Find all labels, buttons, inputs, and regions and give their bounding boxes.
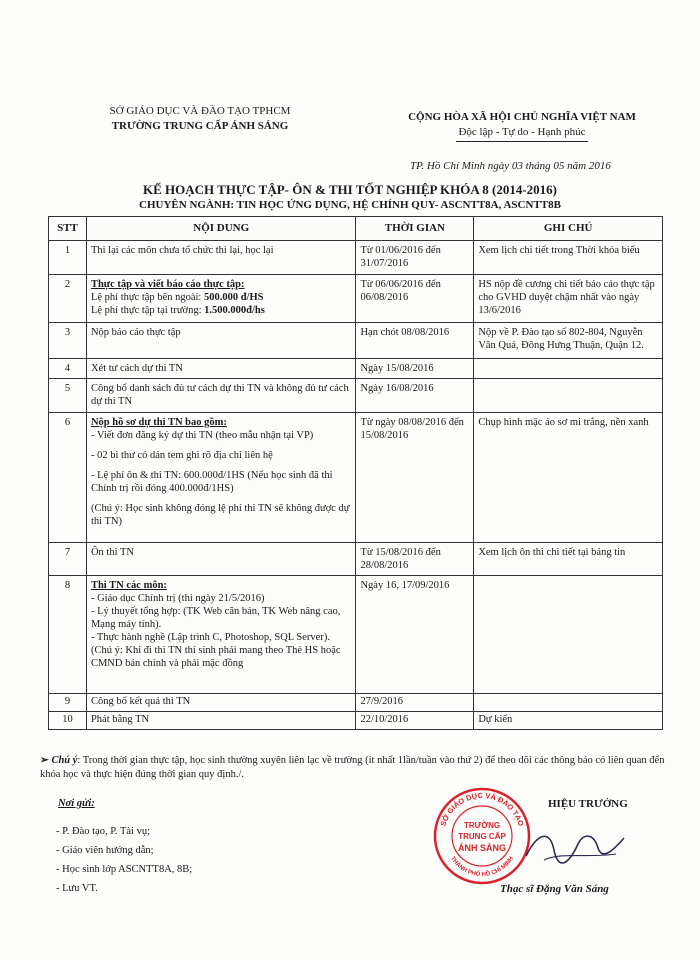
- table-row: [49, 275, 663, 323]
- row-content-line: - Lý thuyết tổng hợp: (TK Web căn bản, TK Web nâng cao, Mạng máy tính).: [90, 606, 341, 630]
- issuer-school: TRƯỜNG TRUNG CẤP ÁNH SÁNG: [111, 120, 289, 132]
- row-content: Công bố danh sách đủ tư cách dự thi TN và không đủ tư cách dự thi TN: [86, 379, 356, 413]
- attention-text: : Trong thời gian thực tập, học sinh thường xuyên liên lạc về trường (ít nhất 1lần/tuần vào thứ 2) để theo dõi các thông báo có liên quan đến khóa học và thực hiện đúng thời gian quy định./.: [40, 755, 665, 780]
- stamp-bottom-text: THÀNH PHỐ HỒ CHÍ MINH: [449, 855, 515, 879]
- row-content-line: Lệ phí thực tập tại trường: 1.500.000đ/hs: [90, 305, 265, 316]
- row-content: [86, 275, 356, 323]
- recipient-item: - Lưu VT.: [56, 883, 98, 894]
- school-seal-stamp: [432, 786, 532, 886]
- row-note: HS nộp đề cương chi tiết báo cáo thực tập cho GVHD duyệt chậm nhất vào ngày 13/6/2016: [474, 275, 663, 323]
- stamp-center-line: TRƯỜNG: [463, 821, 501, 830]
- row-note: [474, 379, 663, 413]
- row-content-title: Thực tập và viết báo cáo thực tập:: [90, 279, 245, 290]
- national-header: [392, 110, 652, 142]
- row-stt: 6: [49, 413, 87, 543]
- table-header-row: [49, 217, 663, 241]
- row-content-line: - Viết đơn đăng ký dự thi TN (theo mẫu nhận tại VP): [90, 430, 314, 441]
- row-note: Xem lịch ôn thi chi tiết tại bảng tin: [474, 543, 663, 576]
- row-note: Dự kiến: [474, 712, 663, 730]
- row-content: [86, 576, 356, 694]
- row-time: Từ ngày 08/08/2016 đến 15/08/2016: [356, 413, 474, 543]
- svg-text:THÀNH PHỐ HỒ CHÍ MINH: [449, 856, 515, 878]
- row-stt: 1: [49, 241, 87, 275]
- handwritten-signature: [520, 822, 630, 872]
- table-row: [49, 543, 663, 576]
- row-note: [474, 694, 663, 712]
- issuer-department: SỞ GIÁO DỤC VÀ ĐÀO TẠO TPHCM: [109, 105, 291, 117]
- row-content: Nộp báo cáo thực tập: [86, 323, 356, 359]
- row-content: Công bố kết quả thi TN: [86, 694, 356, 712]
- row-content-line: - Lệ phí ôn & thi TN: 600.000đ/1HS (Nếu học sinh đã thi Chính trị rồi đóng 400.000đ/1HS): [90, 470, 333, 494]
- stamp-center-line: ÁNH SÁNG: [457, 843, 507, 853]
- row-stt: 3: [49, 323, 87, 359]
- row-stt: 5: [49, 379, 87, 413]
- table-row: [49, 359, 663, 379]
- row-content: Ôn thi TN: [86, 543, 356, 576]
- table-row: [49, 413, 663, 543]
- document-date: TP. Hồ Chí Minh ngày 03 tháng 05 năm 2016: [410, 160, 611, 172]
- row-stt: 9: [49, 694, 87, 712]
- header-note: GHI CHÚ: [474, 217, 663, 241]
- recipient-item: - Học sinh lớp ASCNTT8A, 8B;: [56, 864, 193, 875]
- row-stt: 4: [49, 359, 87, 379]
- issuer-header: [90, 104, 310, 134]
- row-stt: 8: [49, 576, 87, 694]
- national-title: CỘNG HÒA XÃ HỘI CHỦ NGHĨA VIỆT NAM: [408, 111, 636, 123]
- row-content-line: (Chú ý: Khi đi thi TN thí sinh phải mang theo Thẻ HS hoặc CMND bản chính và phải mặc đồng: [90, 645, 341, 669]
- stamp-center-line: TRUNG CẤP: [458, 832, 506, 841]
- document-subtitle: CHUYÊN NGÀNH: TIN HỌC ỨNG DỤNG, HỆ CHÍNH QUY- ASCNTT8A, ASCNTT8B: [139, 199, 561, 211]
- table-row: [49, 712, 663, 730]
- recipient-item: - P. Đào tạo, P. Tài vụ;: [56, 826, 151, 837]
- row-content: Phát bằng TN: [86, 712, 356, 730]
- row-stt: 7: [49, 543, 87, 576]
- row-time: 27/9/2016: [356, 694, 474, 712]
- row-time: Ngày 15/08/2016: [356, 359, 474, 379]
- row-stt: 10: [49, 712, 87, 730]
- row-content: [86, 413, 356, 543]
- row-content-title: Nộp hồ sơ dự thi TN bao gồm:: [90, 417, 227, 428]
- header-content: NỘI DUNG: [86, 217, 356, 241]
- row-time: Ngày 16/08/2016: [356, 379, 474, 413]
- row-time: Từ 06/06/2016 đến 06/08/2016: [356, 275, 474, 323]
- row-note: Xem lịch chi tiết trong Thời khóa biểu: [474, 241, 663, 275]
- row-time: 22/10/2016: [356, 712, 474, 730]
- row-content-title: Thi TN các môn:: [90, 580, 167, 591]
- header-time: THỜI GIAN: [356, 217, 474, 241]
- row-time: Từ 01/06/2016 đến 31/07/2016: [356, 241, 474, 275]
- national-motto: Độc lập - Tự do - Hạnh phúc: [456, 125, 587, 142]
- row-content: Xét tư cách dự thi TN: [86, 359, 356, 379]
- table-row: [49, 576, 663, 694]
- signature-title: HIỆU TRƯỞNG: [548, 798, 628, 810]
- table-row: [49, 241, 663, 275]
- table-row: [49, 379, 663, 413]
- header-stt: STT: [49, 217, 87, 241]
- row-content-line: (Chú ý: Học sinh không đóng lệ phí thi TN sẽ không được dự thi TN): [90, 503, 350, 527]
- row-time: Hạn chót 08/08/2016: [356, 323, 474, 359]
- signer-name: Thạc sĩ Đặng Văn Sáng: [500, 883, 609, 895]
- row-content: Thi lại các môn chưa tổ chức thi lại, học lại: [86, 241, 356, 275]
- attention-note: ➢ Chú ý: Trong thời gian thực tập, học sinh thường xuyên liên lạc về trường (ít nhất 1lần/tuần vào thứ 2) để theo dõi các thông báo có liên quan đến khóa học và thực hiện đúng thời gian quy định./.: [40, 755, 665, 780]
- recipients-title: Nơi gửi:: [58, 798, 95, 809]
- row-content-line: - Giáo dục Chính trị (thi ngày 21/5/2016): [90, 593, 265, 604]
- recipient-item: - Giáo viên hướng dẫn;: [56, 845, 154, 856]
- row-note: Nộp về P. Đào tạo số 802-804, Nguyễn Văn Quá, Đông Hưng Thuận, Quận 12.: [474, 323, 663, 359]
- row-note: Chụp hình mặc áo sơ mi trắng, nền xanh: [474, 413, 663, 543]
- row-content-line: - 02 bì thư có dán tem ghi rõ địa chỉ liên hệ: [90, 450, 273, 461]
- row-time: Ngày 16, 17/09/2016: [356, 576, 474, 694]
- recipients-list: [56, 822, 192, 898]
- attention-label: Chú ý: [51, 755, 78, 766]
- table-row: [49, 323, 663, 359]
- stamp-top-text: SỞ GIÁO DỤC VÀ ĐÀO TẠO: [438, 790, 526, 828]
- document-title: KẾ HOẠCH THỰC TẬP- ÔN & THI TỐT NGHIỆP KHÓA 8 (2014-2016): [142, 182, 557, 197]
- row-content-line: - Thực hành nghề (Lập trình C, Photoshop, SQL Server).: [90, 632, 330, 643]
- row-note: [474, 359, 663, 379]
- plan-table: [48, 216, 663, 730]
- row-note: [474, 576, 663, 694]
- row-time: Từ 15/08/2016 đến 28/08/2016: [356, 543, 474, 576]
- row-stt: 2: [49, 275, 87, 323]
- table-row: [49, 694, 663, 712]
- row-content-line: Lệ phí thực tập bên ngoài: 500.000 đ/HS: [90, 292, 264, 303]
